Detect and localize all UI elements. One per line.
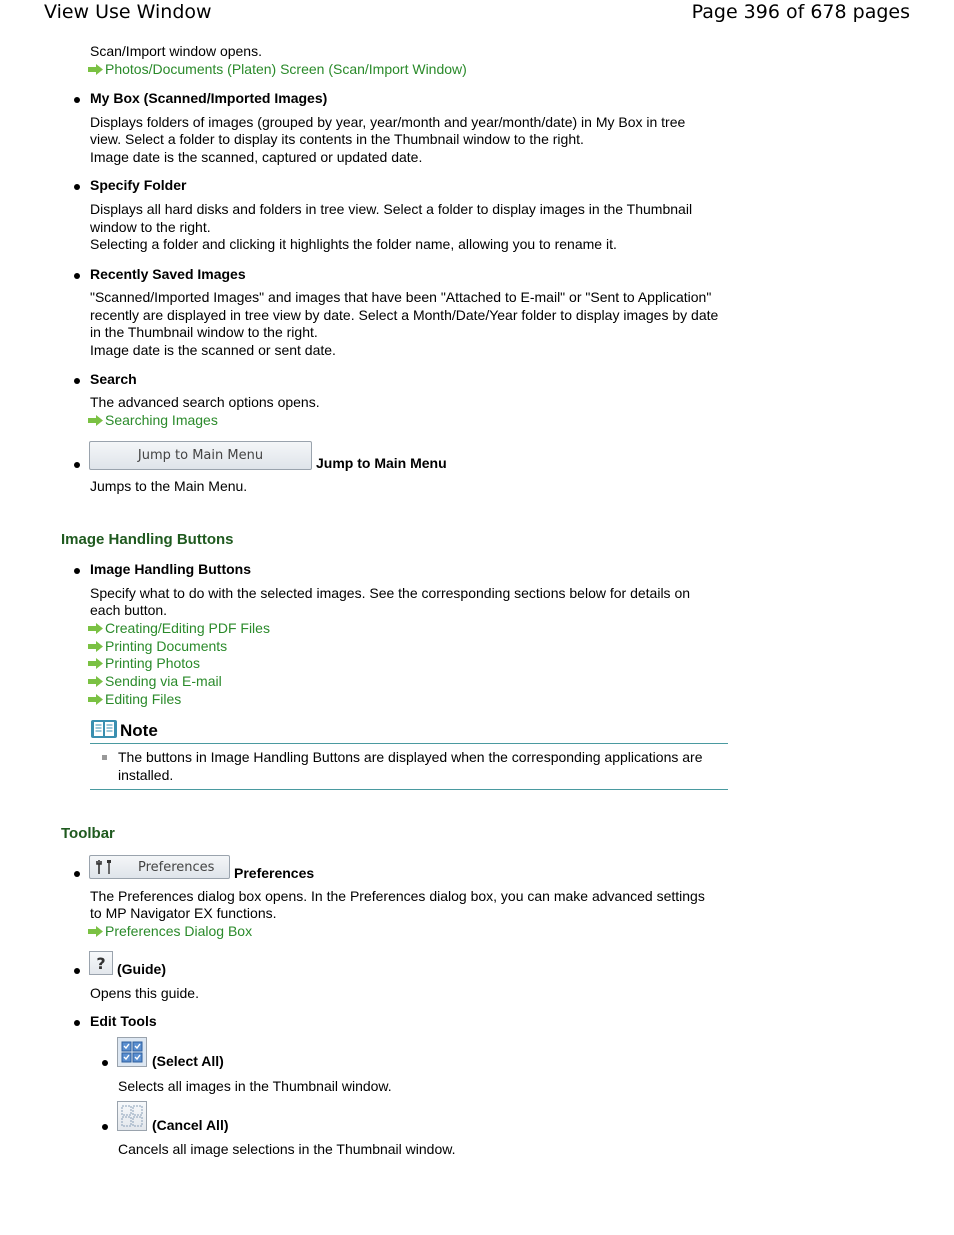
arrow-right-icon [88, 641, 103, 652]
arrow-right-icon [88, 926, 103, 937]
link-label: Printing Photos [105, 655, 200, 671]
specify-line2: window to the right. [90, 219, 211, 235]
bullet [74, 462, 80, 468]
arrow-right-icon [88, 658, 103, 669]
link-photos-documents-screen[interactable] [88, 61, 467, 78]
image-handling-line1: Specify what to do with the selected images. See the corresponding sections below for details on [90, 585, 691, 601]
arrow-right-icon [88, 694, 103, 705]
bullet [74, 1020, 80, 1026]
search-text: The advanced search options opens. [90, 394, 320, 410]
bullet [74, 568, 80, 574]
note-bottom-rule [90, 789, 728, 790]
link-label: Creating/Editing PDF Files [105, 620, 270, 636]
recent-title: Recently Saved Images [90, 266, 246, 282]
image-handling-line2: each button. [90, 602, 168, 618]
note-title: Note [120, 721, 158, 740]
help-icon: ? [96, 953, 106, 973]
preferences-line1: The Preferences dialog box opens. In the Preferences dialog box, you can make advanced settings [90, 888, 705, 904]
mybox-line1: Displays folders of images (grouped by year, year/month and year/month/date) in My Box in tree [90, 114, 686, 130]
image-handling-title: Image Handling Buttons [90, 561, 251, 577]
cancel-all-title: (Cancel All) [152, 1117, 229, 1133]
arrow-right-icon [88, 64, 103, 75]
link-label: Preferences Dialog Box [105, 923, 253, 939]
jump-text: Jumps to the Main Menu. [90, 478, 248, 494]
bullet [74, 273, 80, 279]
guide-text: Opens this guide. [90, 985, 199, 1001]
header-breadcrumb: View Use Window [44, 1, 212, 23]
link-creating-editing-pdf[interactable] [88, 620, 270, 637]
preferences-title: Preferences [234, 865, 315, 881]
link-label: Printing Documents [105, 638, 228, 654]
bullet [102, 1060, 108, 1066]
link-sending-via-email[interactable] [88, 673, 222, 690]
preferences-line2: to MP Navigator EX functions. [90, 905, 277, 921]
arrow-right-icon [88, 676, 103, 687]
preferences-button-label: Preferences [138, 859, 215, 875]
recent-line2: recently are displayed in tree view by date. Select a Month/Date/Year folder to display images by date [90, 307, 719, 323]
tools-icon [96, 859, 114, 875]
cancel-all-button[interactable] [117, 1101, 147, 1131]
link-label: Photos/Documents (Platen) Screen (Scan/Import Window) [105, 61, 467, 77]
cancel-all-icon [120, 1104, 144, 1128]
page-counter: Page 396 of 678 pages [691, 1, 910, 23]
arrow-right-icon [88, 623, 103, 634]
bullet [74, 871, 80, 877]
arrow-right-icon [88, 415, 103, 426]
link-printing-photos[interactable] [88, 655, 200, 672]
edit-tools-title: Edit Tools [90, 1013, 157, 1029]
cancel-all-text: Cancels all image selections in the Thumbnail window. [118, 1141, 456, 1157]
recent-line4: Image date is the scanned or sent date. [90, 342, 336, 358]
jump-to-main-menu-button[interactable]: Jump to Main Menu [89, 441, 312, 470]
link-label: Editing Files [105, 691, 182, 707]
bullet [74, 97, 80, 103]
select-all-icon [120, 1040, 144, 1064]
link-editing-files[interactable] [88, 691, 181, 708]
select-all-text: Selects all images in the Thumbnail window. [118, 1078, 392, 1094]
bullet [74, 378, 80, 384]
note-bullet [102, 755, 107, 760]
recent-line3: in the Thumbnail window to the right. [90, 324, 318, 340]
specify-line3: Selecting a folder and clicking it highlights the folder name, allowing you to rename it. [90, 236, 617, 252]
section-heading-toolbar: Toolbar [61, 825, 115, 842]
bullet [74, 968, 80, 974]
section-heading-image-handling: Image Handling Buttons [61, 531, 234, 548]
mybox-line2: view. Select a folder to display its contents in the Thumbnail window to the right. [90, 131, 584, 147]
select-all-button[interactable] [117, 1037, 147, 1067]
note-line2: installed. [118, 767, 174, 783]
jump-title: Jump to Main Menu [316, 455, 447, 471]
bullet [102, 1124, 108, 1130]
bullet [74, 184, 80, 190]
guide-title: (Guide) [117, 961, 166, 977]
link-preferences-dialog[interactable] [88, 923, 252, 940]
select-all-title: (Select All) [152, 1053, 224, 1069]
mybox-line3: Image date is the scanned, captured or updated date. [90, 149, 423, 165]
note-line1: The buttons in Image Handling Buttons are displayed when the corresponding applications are [118, 749, 703, 765]
link-label: Searching Images [105, 412, 218, 428]
mybox-title: My Box (Scanned/Imported Images) [90, 90, 328, 106]
intro-text: Scan/Import window opens. [90, 43, 262, 59]
link-printing-documents[interactable] [88, 638, 227, 655]
search-title: Search [90, 371, 137, 387]
specify-line1: Displays all hard disks and folders in tree view. Select a folder to display images in the Thumbnail [90, 201, 693, 217]
link-label: Sending via E-mail [105, 673, 222, 689]
guide-button[interactable] [89, 951, 113, 975]
note-book-icon [90, 718, 118, 740]
specify-title: Specify Folder [90, 177, 187, 193]
note-top-rule [90, 743, 728, 744]
link-searching-images[interactable] [88, 412, 218, 429]
recent-line1: "Scanned/Imported Images" and images that have been "Attached to E-mail" or "Sent to Application" [90, 289, 712, 305]
preferences-button[interactable] [89, 855, 230, 879]
